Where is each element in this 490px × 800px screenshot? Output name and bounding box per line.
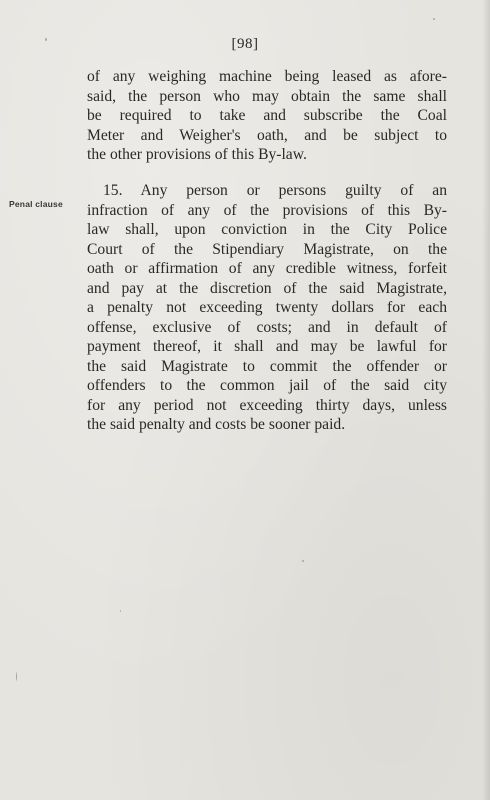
text-line: said, the person who may obtain the same shall <box>87 87 447 105</box>
page-edge-shadow <box>482 0 490 800</box>
paper-speck <box>302 560 304 562</box>
text-line: infraction of any of the provisions of this By- <box>87 201 447 219</box>
text-line: the other provisions of this By-law. <box>87 146 307 163</box>
text-line: the said Magistrate to commit the offender or <box>87 357 447 375</box>
text-line: offense, exclusive of costs; and in default of <box>87 318 447 336</box>
paper-speck <box>433 18 435 20</box>
paper-speck <box>120 610 121 612</box>
section-15-paragraph <box>87 181 447 435</box>
page-number: [98] <box>231 36 259 52</box>
text-line: a penalty not exceeding twenty dollars for each <box>87 299 447 316</box>
paragraph-continuation <box>87 67 447 165</box>
margin-note-penal-clause: Penal clause <box>9 199 63 209</box>
text-line: Court of the Stipendiary Magistrate, on the <box>87 240 447 258</box>
text-line: and pay at the discretion of the said Magistrate, <box>87 279 447 297</box>
text-line: Meter and Weigher's oath, and be subject to <box>87 126 447 144</box>
text-line-first <box>87 181 447 201</box>
text-line: of any weighing machine being leased as afore- <box>87 68 447 85</box>
paper-speck <box>45 38 47 41</box>
text-line: be required to take and subscribe the Coal <box>87 107 447 124</box>
paper-speck <box>16 672 17 681</box>
text-line: payment thereof, it shall and may be lawful for <box>87 338 447 355</box>
section-15-opening: 15. Any person or persons guilty of an <box>103 182 447 199</box>
text-line: the said penalty and costs be sooner paid. <box>87 416 346 433</box>
text-line: offenders to the common jail of the said city <box>87 377 447 394</box>
text-line: law shall, upon conviction in the City Police <box>87 221 447 238</box>
text-line: oath or affirmation of any credible witness, forfeit <box>87 260 447 277</box>
text-line: for any period not exceeding thirty days, unless <box>87 396 447 414</box>
